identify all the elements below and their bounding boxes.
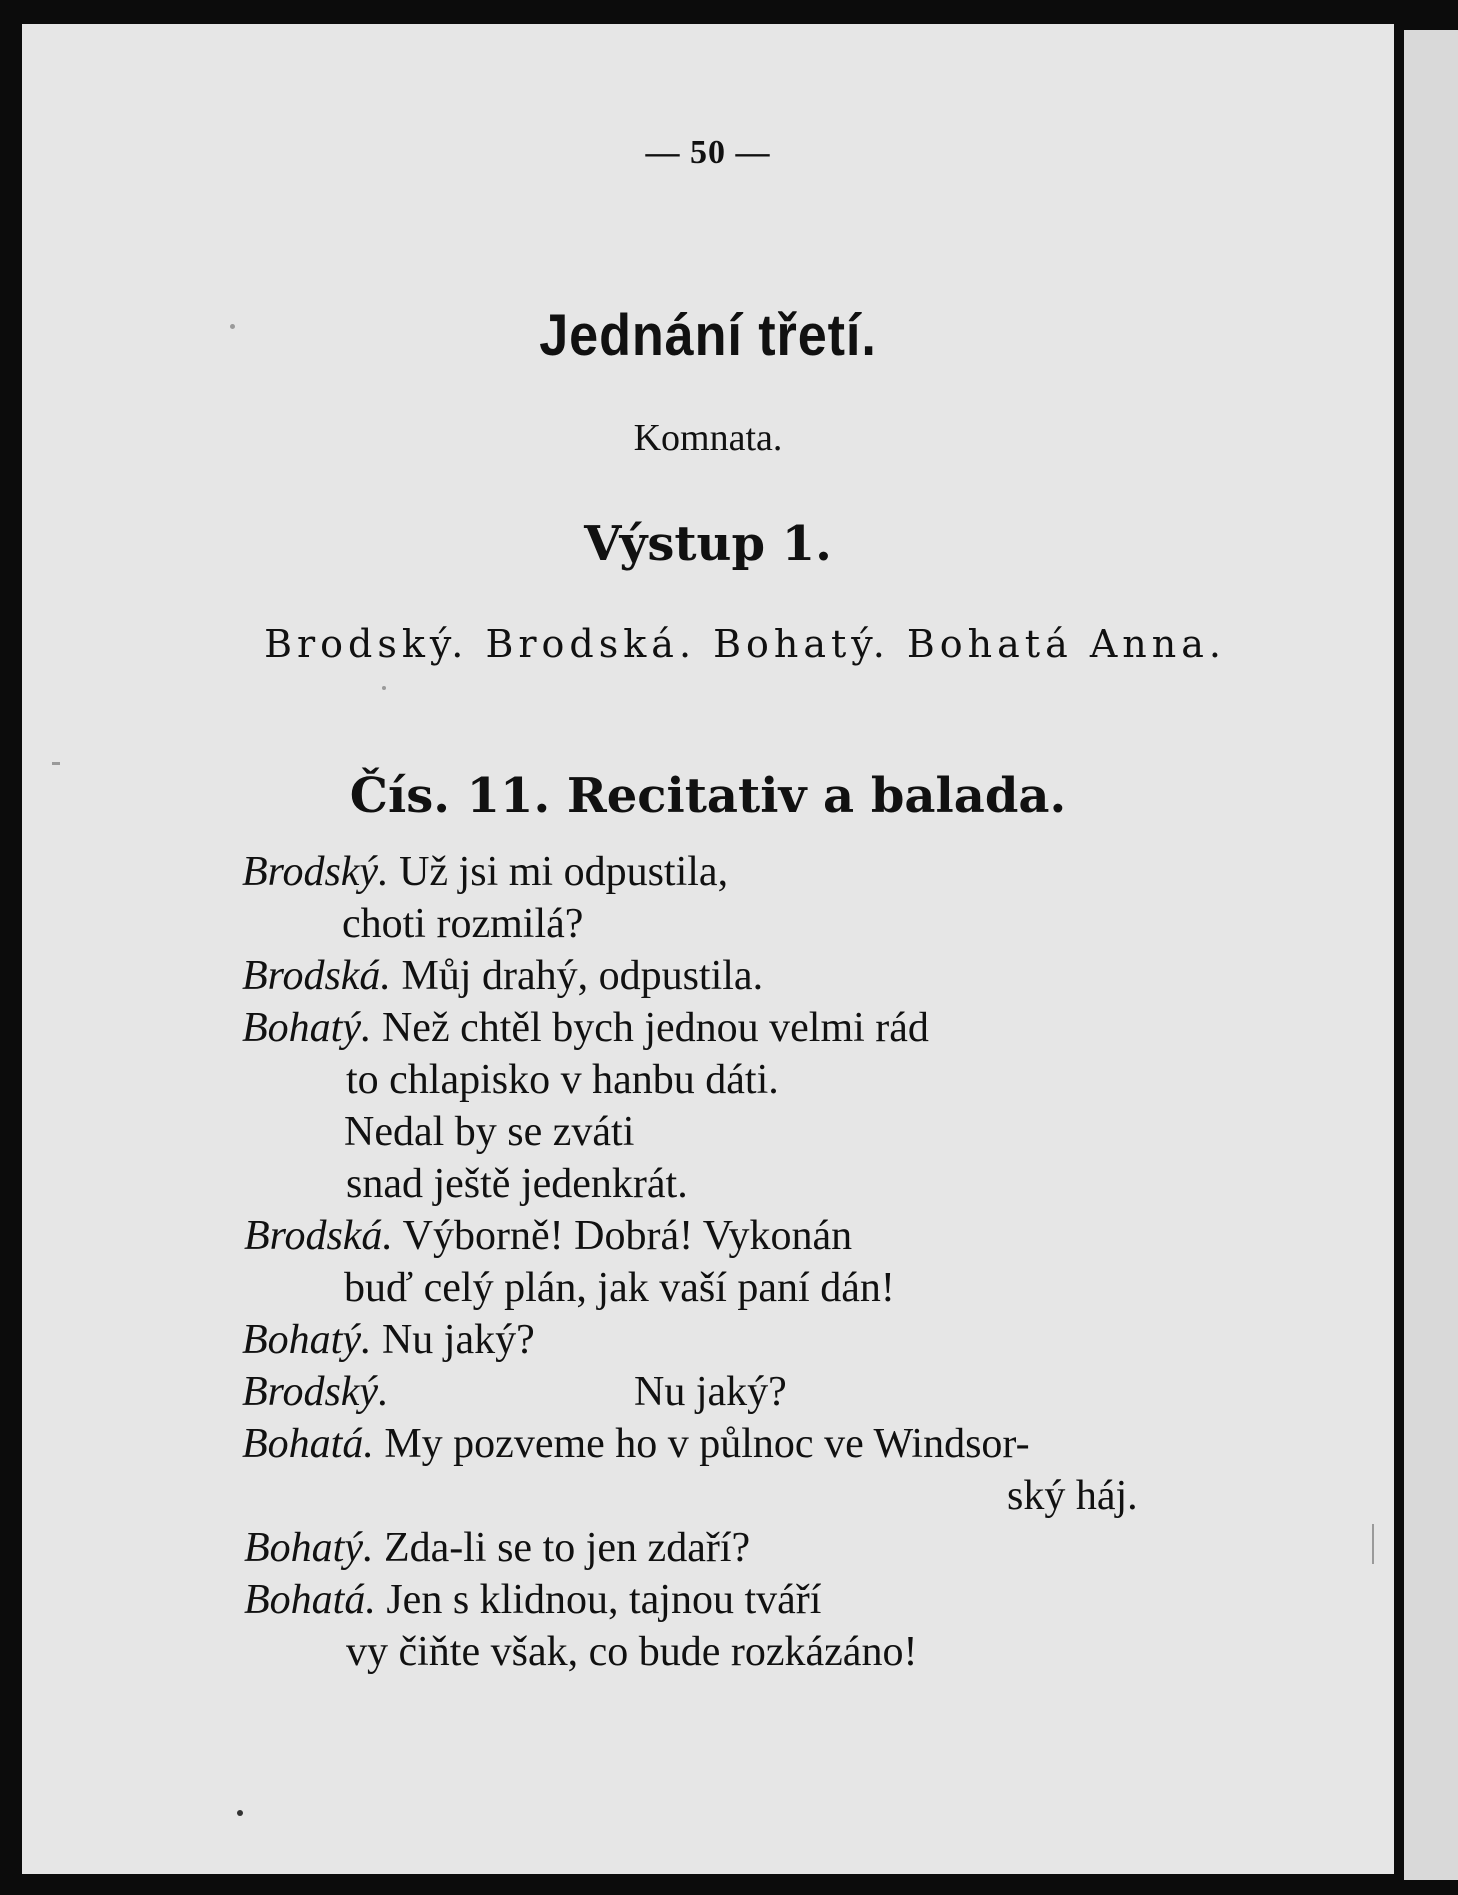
speaker-name: Bohatý. [242, 1005, 372, 1051]
scan-speck [52, 762, 60, 765]
line-text: choti rozmilá? [342, 901, 584, 947]
dialogue-line [242, 1314, 535, 1366]
dialogue-line [242, 1418, 1030, 1470]
speaker-name: Brodská. [244, 1213, 393, 1259]
setting-note: Komnata. [633, 417, 783, 459]
dialogue-line [244, 1522, 750, 1574]
line-text: Nu jaký? [634, 1369, 787, 1415]
dialogue-line [244, 1574, 821, 1626]
scan-speck [237, 1810, 243, 1816]
line-text: My pozveme ho v půlnoc ve Windsor- [373, 1421, 1030, 1467]
line-text: ský háj. [1007, 1473, 1138, 1519]
dialogue-line [346, 1158, 688, 1210]
speaker-name: Bohatá. [244, 1577, 376, 1623]
line-text: Jen s klidnou, tajnou tváří [375, 1577, 822, 1623]
dialogue-line [242, 1366, 389, 1418]
character-list: Brodský. Brodská. Bohatý. Bohatá Anna. [264, 622, 1226, 666]
line-text: Nu jaký? [371, 1317, 535, 1363]
dialogue-line [342, 898, 583, 950]
dialogue-line [346, 1054, 779, 1106]
line-text: snad ještě jedenkrát. [346, 1161, 688, 1207]
dialogue-line [344, 1106, 634, 1158]
dialogue-line [242, 1002, 929, 1054]
book-page [22, 24, 1394, 1874]
line-text: buď celý plán, jak vaší paní dán! [344, 1265, 895, 1311]
line-text: to chlapisko v hanbu dáti. [346, 1057, 779, 1103]
dialogue-line [242, 950, 763, 1002]
dialogue-line [244, 1210, 852, 1262]
dialogue-line [634, 1366, 787, 1418]
line-text: vy čiňte však, co bude rozkázáno! [346, 1629, 918, 1675]
scan-speck [1372, 1524, 1374, 1564]
speaker-name: Bohatý. [242, 1317, 372, 1363]
speaker-name: Brodský. [242, 849, 389, 895]
line-text: Nedal by se zváti [344, 1109, 635, 1155]
speaker-name: Brodská. [242, 953, 391, 999]
scan-speck [230, 324, 235, 329]
speaker-name: Brodský. [242, 1369, 389, 1415]
dialogue-line [346, 1626, 917, 1678]
scene-title: Výstup 1. [584, 516, 832, 572]
line-text: Výborně! Dobrá! Vykonán [392, 1213, 853, 1259]
speaker-name: Bohatá. [242, 1421, 374, 1467]
line-text: Už jsi mi odpustila, [388, 849, 729, 895]
dialogue-line [242, 846, 728, 898]
dialogue-line [1007, 1470, 1138, 1522]
musical-number-title: Čís. 11. Recitativ a balada. [349, 768, 1067, 824]
dialogue-line [344, 1262, 895, 1314]
act-title: Jednání třetí. [539, 303, 877, 368]
speaker-name: Bohatý. [244, 1525, 374, 1571]
line-text: Můj drahý, odpustila. [390, 953, 764, 999]
page-number: — 50 — [645, 134, 771, 171]
line-text: Než chtěl bych jednou velmi rád [371, 1005, 929, 1051]
scan-speck [382, 686, 386, 690]
line-text: Zda-li se to jen zdaří? [373, 1525, 751, 1571]
adjacent-page-edge [1404, 30, 1458, 1880]
